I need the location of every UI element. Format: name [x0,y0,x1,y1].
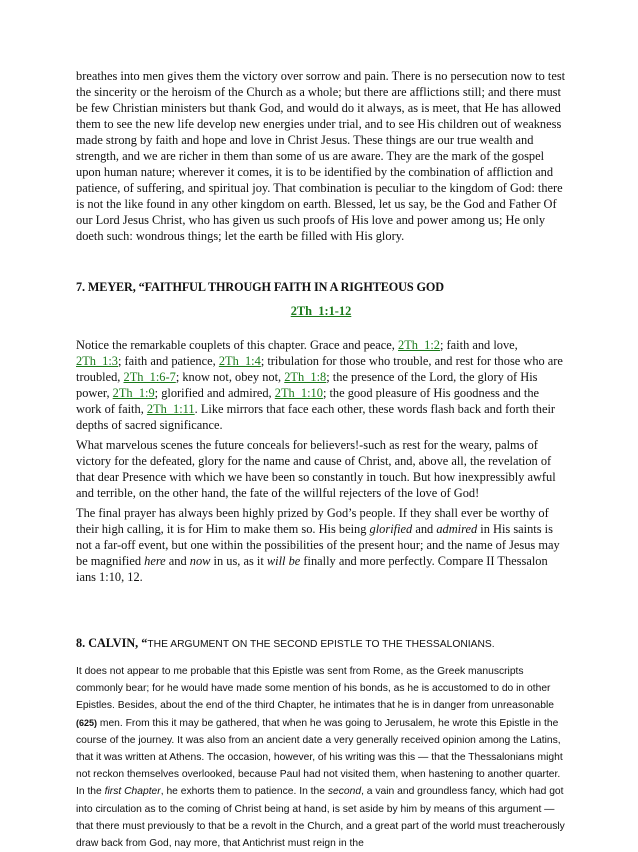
calvin-paragraph-1: It does not appear to me probable that this Epistle was sent from Rome, as the Greek manuscripts commonly bear; for he would have made some mention of his bonds, as he is accustomed to do in other Epistles. Besides, about the end of the third Chapter, he intimates that he is in danger from unreasonable (625) men. From this it may be gathered, that when he was going to Jerusalem, he wrote this Epistle in the course of the journey. It was also from an ancient date a very generally received opinion among the Latins, that it was written at Athens. The occasion, however, of his writing was this — that the Thessalonians might not reckon themselves overlooked, because Paul had not visited them, when hastening to another quarter. In the first Chapter, he exhorts them to patience. In the second, a vain and groundless fancy, which had got into circulation as to the coming of Christ being at hand, is set aside by him by means of this argument — that there must previously to that be a revolt in the Church, and a great part of the world must treacherously draw back from God, nay more, that Antichrist must reign in the [76,666,565,850]
page-marker: (625) [76,717,98,728]
scripture-link[interactable]: 2Th_1:2 [398,338,441,352]
intro-paragraph: breathes into men gives them the victory over sorrow and pain. There is no persecution now to test the sincerity or the heroism of the Church as a whole; but there are afflictions still; and there must be few Christian ministers but thank God, and would do it always, as is meet, that He has allowed them to see the new life develop new energies under trial, and to see His children out of weakness made strong by faith and hope and love in Christ Jesus. These things are our true wealth and strength, and we are richer in them than some of us are aware. They are the mark of the gospel upon human nature; wherever it comes, it is to be identified by the combination of affliction and patience, of suffering, and spiritual joy. That combination is peculiar to the kingdom of God: there is not the like found in any other kingdom on earth. Blessed, let us say, be the God and Father Of our Lord Jesus Christ, who has given us such proofs of His love and power among us; He only doeth such: wondrous things; let the earth be filled with His glory. [76,69,566,243]
scripture-link[interactable]: 2Th_1:1-12 [290,304,352,318]
scripture-link[interactable]: 2Th_1:6-7 [123,370,176,384]
meyer-paragraph-3: The final prayer has always been highly prized by God’s people. If they shall ever be worthy of their high calling, it is for Him to make them so. His being glorified and admired in His saints is not a far-off event, but one within the possibilities of the present hour; and the name of Jesus may be magnified here and now in us, as it will be finally and more perfectly. Compare II Thessalon ians 1:10, 12. [76,506,560,584]
scripture-link[interactable]: 2Th_1:9 [112,386,155,400]
scripture-link[interactable]: 2Th_1:8 [284,370,327,384]
calvin-heading: 8. CALVIN, “THE ARGUMENT ON THE SECOND EPISTLE TO THE THESSALONIANS. [76,636,495,650]
scripture-link[interactable]: 2Th_1:4 [218,354,261,368]
scripture-link[interactable]: 2Th_1:10 [274,386,323,400]
meyer-scripture-reference [76,303,566,319]
meyer-paragraph-2: What marvelous scenes the future conceals for believers!-such as rest for the weary, palms of victory for the defeated, glory for the name and cause of Christ, and, above all, the revelation of that dear Presence with which we have been so constantly in touch. But how inexpressibly awful and terrible, on the other hand, the fate of the willful rejecters of the love of God! [76,438,556,500]
scripture-link[interactable]: 2Th_1:3 [76,354,118,368]
meyer-paragraph-1: Notice the remarkable couplets of this chapter. Grace and peace, 2Th_1:2; faith and love, 2Th_1:3; faith and patience, 2Th_1:4; tribulation for those who trouble, and rest for those who are troubled, 2Th_1:6-7; know not, obey not, 2Th_1:8; the presence of the Lord, the glory of His power, 2Th_1:9; glorified and admired, 2Th_1:10; the good pleasure of His goodness and the work of faith, 2Th_1:11. Like mirrors that face each other, these words flash back and forth their depths of sacred significance. [76,338,563,432]
meyer-heading: 7. MEYER, “FAITHFUL THROUGH FAITH IN A RIGHTEOUS GOD [76,280,444,294]
document-page [76,68,566,852]
scripture-link[interactable]: 2Th_1:11 [146,402,195,416]
